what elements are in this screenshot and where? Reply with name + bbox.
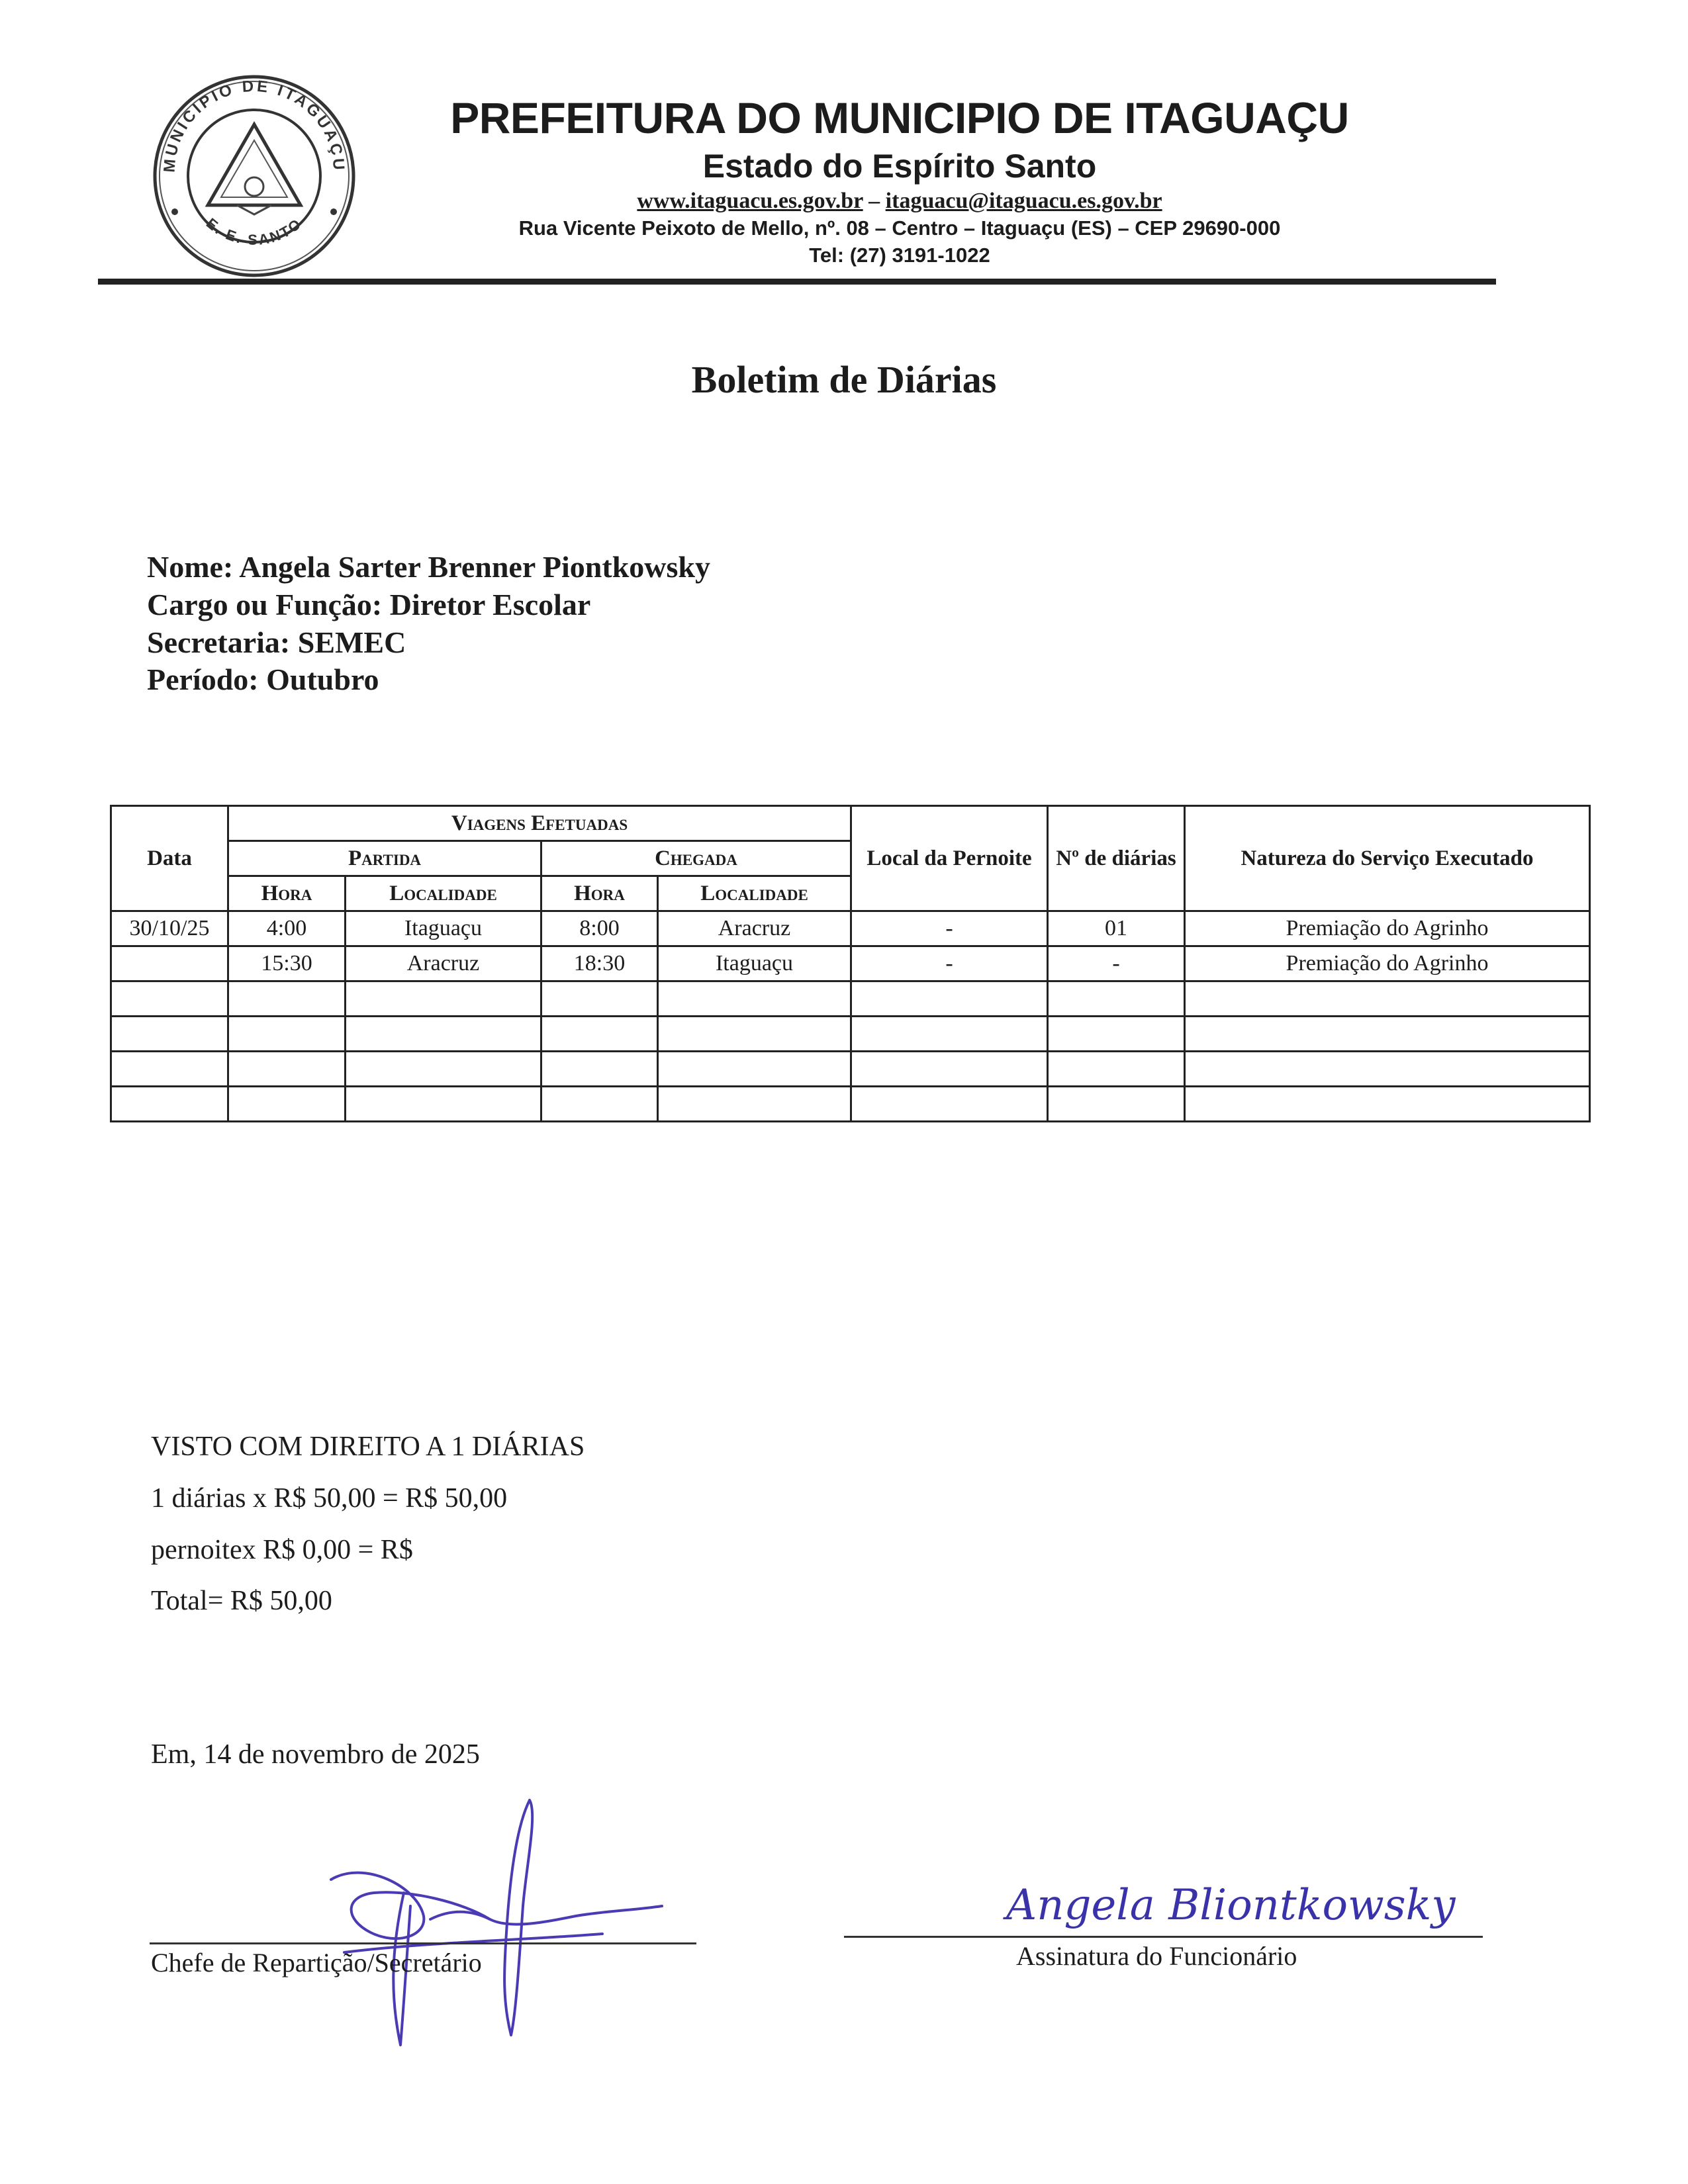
- trips-table: [110, 805, 1591, 1122]
- header-arr-locality: Localidade: [658, 876, 851, 911]
- header-trips: Viagens Efetuadas: [228, 806, 851, 841]
- chief-signature-line: [150, 1942, 696, 1944]
- pernoite-calculation: pernoitex R$ 0,00 = R$: [151, 1535, 413, 1565]
- cell-overnight: -: [851, 946, 1048, 981]
- header-arr-time: Hora: [541, 876, 658, 911]
- cell-count: 01: [1048, 911, 1185, 946]
- table-row-empty: [111, 1052, 1590, 1087]
- cell-arr-locality: Aracruz: [658, 911, 851, 946]
- cell-arr-time: 18:30: [541, 946, 658, 981]
- header-overnight: Local da Pernoite: [851, 806, 1048, 911]
- employee-role: Cargo ou Função: Diretor Escolar: [147, 588, 591, 621]
- email-link[interactable]: itaguacu@itaguacu.es.gov.br: [885, 189, 1162, 213]
- svg-text:E. E. SANTO: E. E. SANTO: [203, 214, 306, 248]
- svg-text:MUNICIPIO DE ITAGUAÇU: MUNICIPIO DE ITAGUAÇU: [160, 77, 348, 173]
- table-row-empty: [111, 981, 1590, 1017]
- header-arrival: Chegada: [541, 841, 851, 876]
- header-dep-time: Hora: [228, 876, 346, 911]
- employee-name: Nome: Angela Sarter Brenner Piontkowsky: [147, 550, 710, 584]
- cell-dep-time: 4:00: [228, 911, 346, 946]
- cell-nature: Premiação do Agrinho: [1185, 946, 1590, 981]
- header-nature: Natureza do Serviço Executado: [1185, 806, 1590, 911]
- header-divider: [98, 279, 1496, 285]
- department: Secretaria: SEMEC: [147, 625, 406, 659]
- municipal-seal-icon: [151, 73, 357, 279]
- state-subtitle: Estado do Espírito Santo: [702, 148, 1097, 185]
- cell-arr-time: 8:00: [541, 911, 658, 946]
- date-line: Em, 14 de novembro de 2025: [151, 1739, 480, 1770]
- table-row-empty: [111, 1017, 1590, 1052]
- chief-signature-label: Chefe de Repartição/Secretário: [151, 1948, 482, 1978]
- contact-links: [357, 189, 1442, 214]
- page-title: PREFEITURA DO MUNICIPIO DE ITAGUAÇU: [450, 93, 1349, 142]
- cell-arr-locality: Itaguaçu: [658, 946, 851, 981]
- cell-nature: Premiação do Agrinho: [1185, 911, 1590, 946]
- cell-count: -: [1048, 946, 1185, 981]
- document-title: Boletim de Diárias: [691, 358, 997, 401]
- cell-date: 30/10/25: [111, 911, 228, 946]
- header-num-diarias: Nº de diárias: [1048, 806, 1185, 911]
- links-separator: –: [868, 189, 880, 213]
- header-date: Data: [111, 806, 228, 911]
- address-line: Rua Vicente Peixoto de Mello, nº. 08 – Centro – Itaguaçu (ES) – CEP 29690-000: [518, 216, 1281, 240]
- approval-line: VISTO COM DIREITO A 1 DIÁRIAS: [151, 1432, 585, 1462]
- header-dep-locality: Localidade: [346, 876, 541, 911]
- table-row-empty: [111, 1087, 1590, 1122]
- period: Período: Outubro: [147, 662, 379, 696]
- cell-dep-locality: Itaguaçu: [346, 911, 541, 946]
- employee-signature-line: [844, 1936, 1483, 1938]
- table-row: [111, 946, 1590, 981]
- cell-overnight: -: [851, 911, 1048, 946]
- employee-signature: Angela Bliontkowsky: [1006, 1881, 1456, 1930]
- cell-dep-time: 15:30: [228, 946, 346, 981]
- cell-date: [111, 946, 228, 981]
- diarias-calculation: 1 diárias x R$ 50,00 = R$ 50,00: [151, 1483, 508, 1514]
- website-link[interactable]: www.itaguacu.es.gov.br: [637, 189, 863, 213]
- chief-signature-icon: [291, 1787, 688, 2052]
- total-line: Total= R$ 50,00: [151, 1586, 332, 1616]
- header-departure: Partida: [228, 841, 541, 876]
- employee-signature-label: Assinatura do Funcionário: [1016, 1941, 1297, 1971]
- phone-line: Tel: (27) 3191-1022: [809, 244, 990, 267]
- cell-dep-locality: Aracruz: [346, 946, 541, 981]
- table-row: [111, 911, 1590, 946]
